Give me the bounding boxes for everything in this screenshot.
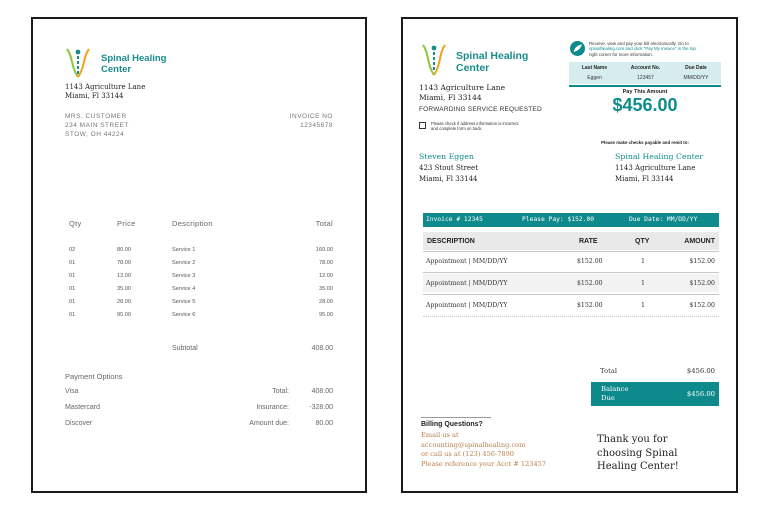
address-line-1: 1143 Agriculture Lane bbox=[65, 83, 146, 91]
row-description: Service 5 bbox=[172, 299, 196, 305]
total-label: Total bbox=[600, 367, 618, 375]
pay-this-amount-value: $456.00 bbox=[612, 95, 678, 115]
address-line-2: Miami, Fl 33144 bbox=[65, 92, 124, 100]
qty-header: Qty bbox=[69, 219, 82, 228]
address-line-2: Miami, Fl 33144 bbox=[419, 92, 482, 102]
row-price: 80.00 bbox=[117, 247, 131, 253]
row-qty: 01 bbox=[69, 312, 76, 318]
address-line-1: 1143 Agriculture Lane bbox=[419, 83, 506, 92]
logo-line-1: Spinal Healing bbox=[456, 50, 529, 62]
epay-note bbox=[589, 41, 696, 57]
account-table-rule bbox=[569, 85, 721, 87]
balance-due-value: $456.00 bbox=[686, 390, 715, 398]
row-rate: $152.00 bbox=[577, 258, 603, 265]
epay-line-2[interactable]: spinalhealing.com and click "Pay My Invoice" in the top bbox=[589, 46, 696, 52]
forwarding-service-note: FORWARDING SERVICE REQUESTED bbox=[419, 106, 542, 113]
thank-you-message bbox=[597, 433, 679, 474]
amount-header: AMOUNT bbox=[684, 238, 715, 245]
row-qty: 1 bbox=[641, 280, 645, 287]
row-total: 12.00 bbox=[319, 273, 333, 279]
rate-header: RATE bbox=[579, 238, 598, 245]
payment-visa: Visa bbox=[65, 388, 79, 395]
clinic-address bbox=[65, 83, 145, 101]
billto-line-1: 423 Stout Street bbox=[419, 164, 479, 172]
banner-please-pay: Please Pay: $152.00 bbox=[522, 216, 595, 223]
row-price: 28.00 bbox=[117, 299, 131, 305]
address-correction-checkbox[interactable] bbox=[419, 122, 426, 129]
payment-mastercard: Mastercard bbox=[65, 404, 101, 411]
row-rate: $152.00 bbox=[577, 280, 603, 287]
row-description: Appointment | MM/DD/YY bbox=[426, 302, 508, 309]
row-total: 95.00 bbox=[319, 312, 333, 318]
payment-options-heading: Payment Options bbox=[65, 372, 123, 381]
row-qty: 01 bbox=[69, 260, 76, 266]
due-date-header: Due Date bbox=[685, 65, 707, 71]
thanks-line-1: Thank you for bbox=[597, 434, 668, 445]
row-description: Service 3 bbox=[172, 273, 196, 279]
description-header: Description bbox=[172, 219, 213, 228]
leaf-icon bbox=[570, 41, 585, 56]
thanks-line-2: choosing Spinal bbox=[597, 447, 678, 459]
address-check-line-1: Please check if address information is incorrect bbox=[431, 121, 519, 126]
row-qty: 02 bbox=[69, 247, 76, 253]
qty-header: QTY bbox=[635, 238, 650, 245]
price-header: Price bbox=[117, 219, 136, 228]
row-total: 35.00 bbox=[319, 286, 333, 292]
logo-text bbox=[101, 54, 166, 76]
row-qty: 01 bbox=[69, 273, 76, 279]
row-total: 28.00 bbox=[319, 299, 333, 305]
remitto-name: Spinal Healing Center bbox=[615, 152, 704, 161]
invoice-page-detailed bbox=[401, 17, 738, 493]
due-date-value: MM/DD/YY bbox=[683, 75, 709, 81]
billing-line-1: Email us at bbox=[421, 431, 459, 439]
payment-discover: Discover bbox=[65, 420, 93, 427]
invoice-number: 12345678 bbox=[300, 122, 333, 129]
row-total: 160.00 bbox=[315, 247, 333, 253]
billto-address bbox=[419, 163, 478, 184]
row-description: Service 4 bbox=[172, 286, 196, 292]
row-amount: $152.00 bbox=[689, 258, 715, 265]
last-name-value: Eggen bbox=[587, 75, 602, 81]
spine-logo-icon bbox=[419, 41, 449, 77]
row-divider bbox=[423, 251, 719, 252]
epay-line-1: Receive, view and pay your bill electronically. Go to bbox=[589, 41, 689, 46]
last-name-header: Last Name bbox=[581, 65, 608, 71]
row-qty: 1 bbox=[641, 258, 645, 265]
row-description: Appointment | MM/DD/YY bbox=[426, 258, 508, 265]
row-description: Service 1 bbox=[172, 247, 196, 253]
address-check-line-2: and complete form on back. bbox=[431, 126, 483, 131]
customer-line-2: 234 MAIN STREET bbox=[65, 122, 129, 129]
logo-line-2: Center bbox=[101, 63, 132, 75]
remitto-address bbox=[615, 163, 695, 184]
logo-line-1: Spinal Healing bbox=[101, 53, 167, 64]
summary-total-label: Total: bbox=[272, 388, 289, 395]
row-description: Service 2 bbox=[172, 260, 196, 266]
banner-due-date: Due Date: MM/DD/YY bbox=[629, 216, 698, 223]
clinic-address bbox=[419, 83, 505, 102]
account-no-value: 123457 bbox=[637, 75, 654, 81]
address-check-note bbox=[431, 121, 519, 131]
row-total: 78.00 bbox=[319, 260, 333, 266]
pay-this-amount-label: Pay This Amount bbox=[622, 89, 668, 95]
spine-logo-icon bbox=[63, 45, 93, 79]
total-header: Total bbox=[315, 219, 333, 228]
billing-contact bbox=[421, 431, 546, 469]
balance-label-line-2: Due bbox=[601, 394, 615, 402]
billing-line-3: or call us at (123) 456-7890 bbox=[421, 450, 514, 459]
invoice-number-label: INVOICE NO bbox=[289, 113, 333, 120]
logo-text bbox=[456, 50, 528, 74]
row-price: 35.00 bbox=[117, 286, 131, 292]
row-amount: $152.00 bbox=[689, 280, 715, 287]
invoice-number-block bbox=[290, 112, 333, 130]
summary-total-value: 408.00 bbox=[311, 388, 333, 395]
row-qty: 01 bbox=[69, 299, 76, 305]
remitto-line-2: Miami, Fl 33144 bbox=[615, 174, 674, 183]
summary-amount-due-value: 80.00 bbox=[315, 420, 333, 427]
subtotal-label: Subtotal bbox=[172, 345, 198, 352]
account-no-header: Account No. bbox=[630, 65, 661, 71]
remitto-line-1: 1143 Agriculture Lane bbox=[615, 164, 696, 172]
row-divider bbox=[423, 316, 719, 317]
payable-note: Please make checks payable and remit to: bbox=[601, 140, 689, 145]
billing-divider bbox=[421, 417, 491, 418]
billto-line-2: Miami, Fl 33144 bbox=[419, 174, 478, 183]
customer-line-3: STOW, OH 44224 bbox=[65, 131, 125, 138]
customer-line-1: MRS. CUSTOMER bbox=[65, 113, 127, 120]
thanks-line-3: Healing Center! bbox=[597, 461, 679, 472]
row-price: 95.00 bbox=[117, 312, 131, 318]
row-qty: 1 bbox=[641, 302, 645, 309]
row-rate: $152.00 bbox=[577, 302, 603, 309]
billing-line-4: Please reference your Acct # 123457 bbox=[421, 459, 547, 468]
summary-insurance-value: -328.00 bbox=[309, 404, 333, 411]
row-description: Appointment | MM/DD/YY bbox=[426, 280, 508, 287]
total-value: $456.00 bbox=[686, 367, 715, 375]
balance-label-line-1: Balance bbox=[601, 385, 629, 393]
billing-email-link[interactable]: accounting@spinalhealing.com bbox=[421, 440, 526, 449]
billto-name: Steven Eggen bbox=[419, 152, 474, 161]
row-qty: 01 bbox=[69, 286, 76, 292]
row-amount: $152.00 bbox=[689, 302, 715, 309]
row-price: 12.00 bbox=[117, 273, 131, 279]
summary-amount-due-label: Amount due: bbox=[249, 420, 289, 427]
invoice-page-simple bbox=[31, 17, 367, 493]
row-price: 78.00 bbox=[117, 260, 131, 266]
summary-insurance-label: Insurance: bbox=[256, 404, 289, 411]
logo-line-2: Center bbox=[456, 62, 490, 75]
subtotal-value: 408.00 bbox=[311, 345, 333, 352]
row-divider bbox=[423, 294, 719, 295]
billing-questions-heading: Billing Questions? bbox=[421, 421, 483, 428]
customer-address bbox=[65, 112, 129, 139]
banner-invoice-number: Invoice # 12345 bbox=[426, 216, 483, 223]
row-divider bbox=[423, 272, 719, 273]
epay-line-3: right corner for more information. bbox=[589, 51, 653, 57]
description-header: DESCRIPTION bbox=[427, 238, 475, 245]
row-description: Service 6 bbox=[172, 312, 196, 318]
balance-due-label bbox=[601, 385, 628, 403]
